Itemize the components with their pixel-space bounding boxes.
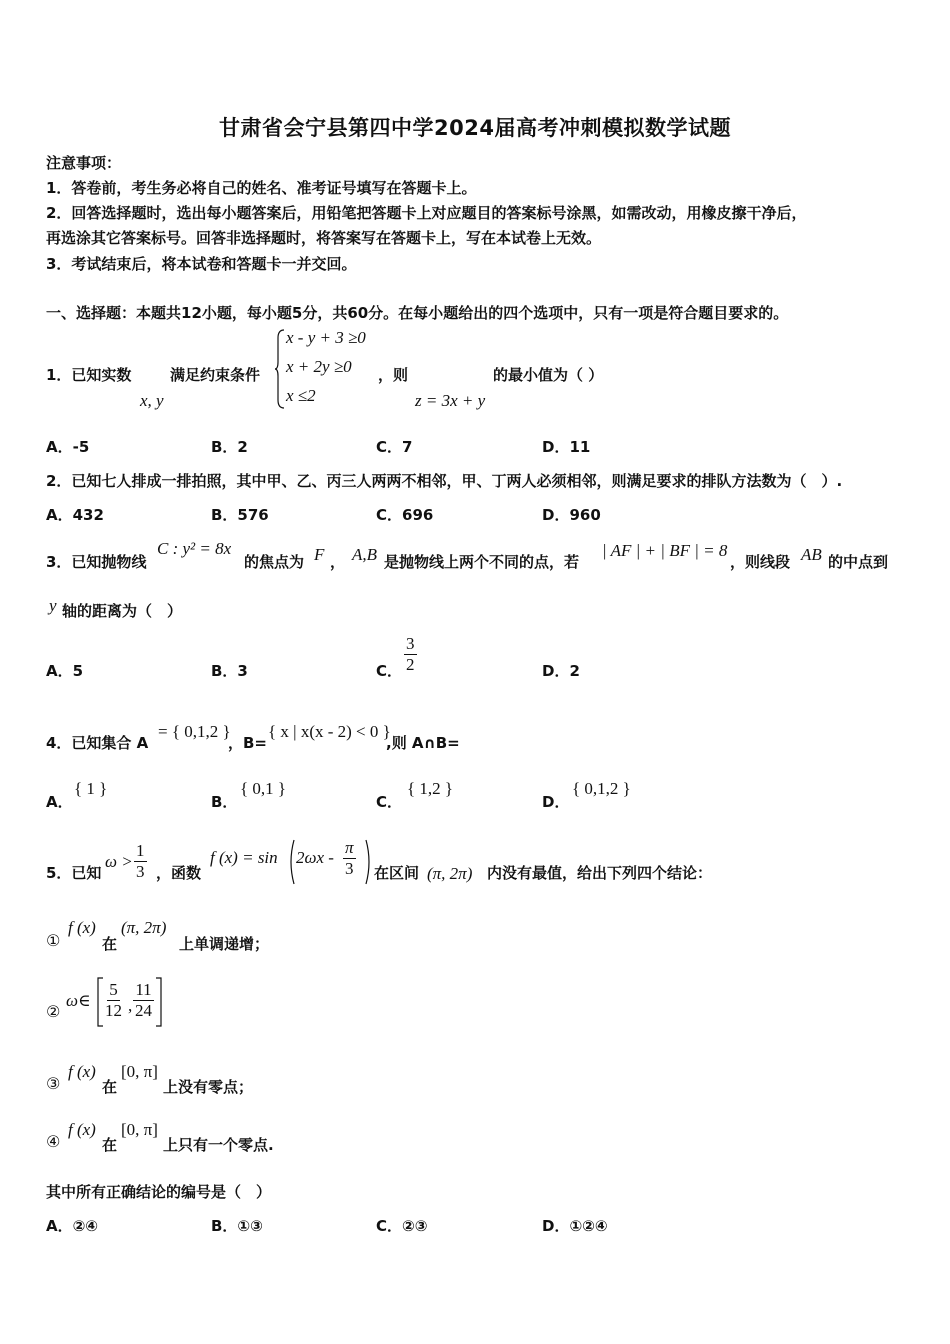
q3-condition: | AF | + | BF | = 8 <box>602 541 728 560</box>
q5-interval-label: 在区间 <box>374 864 420 882</box>
q5-option-c[interactable]: C．②③ <box>376 1217 428 1235</box>
statement-2-omega: ω∈ <box>66 991 91 1010</box>
q5-numerator: 1 <box>136 841 145 860</box>
q5-right-paren <box>364 838 374 886</box>
q5-function: f (x) = sin <box>210 848 278 867</box>
page-title: 甘肃省会宁县第四中学2024届高考冲刺模拟数学试题 <box>219 116 731 140</box>
note-item: 2．回答选择题时，选出每小题答案后，用铅笔把答题卡上对应题目的答案标号涂黑，如需改动，用橡皮擦干净后， <box>46 204 807 222</box>
statement-3-interval: [0, π] <box>121 1062 158 1081</box>
statement-2-right-bracket <box>155 976 163 1028</box>
q5-option-a[interactable]: A．②④ <box>46 1217 99 1235</box>
q1-then: ，则 <box>378 366 409 384</box>
q2-option-c[interactable]: C．696 <box>376 506 434 524</box>
q5-omega: ω > <box>105 852 133 871</box>
statement-2-fraction-2 <box>133 980 154 1021</box>
q3-focus: F <box>314 545 325 564</box>
section-heading: 一、选择题：本题共12小题，每小题5分，共60分。在每小题给出的四个选项中，只有一项是符合题目要求的。 <box>46 304 789 322</box>
statement-2-comma: , <box>128 996 133 1015</box>
q2-option-b[interactable]: B．576 <box>211 506 269 524</box>
statement-2-mark: ② <box>46 1002 61 1021</box>
statement-3-mark: ③ <box>46 1074 61 1093</box>
q3-option-c-fraction <box>404 634 417 675</box>
q3-midpoint: 的中点到 <box>828 553 889 571</box>
statement-3-text: 上没有零点； <box>163 1078 254 1096</box>
q1-constraint-2: x + 2y ≥0 <box>286 357 352 376</box>
q5-denominator: 3 <box>136 862 145 881</box>
q1-option-d[interactable]: D．11 <box>542 438 591 456</box>
q5-interval: (π, 2π) <box>427 864 473 883</box>
q1-constraint-3: x ≤2 <box>286 386 316 405</box>
note-item: 1．答卷前，考生务必将自己的姓名、准考证号填写在答题卡上。 <box>46 179 477 197</box>
q3-option-b[interactable]: B．3 <box>211 662 248 680</box>
q3-points: A,B <box>352 545 378 564</box>
q4-lead: 4．已知集合 A <box>46 734 149 752</box>
q1-objective: z = 3x + y <box>415 391 486 410</box>
q4-option-a[interactable]: A． <box>46 793 73 811</box>
q3-focus-label: 的焦点为 <box>244 553 305 571</box>
q1-vars: x, y <box>140 391 164 410</box>
q1-constraint-label: 满足约束条件 <box>170 366 261 384</box>
statement-3-func: f (x) <box>68 1062 96 1081</box>
q5-option-b[interactable]: B．①③ <box>211 1217 263 1235</box>
statement-4-mark: ④ <box>46 1132 61 1151</box>
q1-option-c[interactable]: C．7 <box>376 438 413 456</box>
statement-1-func: f (x) <box>68 918 96 937</box>
q4-option-d[interactable]: D． <box>542 793 570 811</box>
statement-1-text: 上单调递增； <box>179 935 270 953</box>
statement-2-den-2: 24 <box>135 1001 152 1020</box>
q5-lead: 5．已知 <box>46 864 102 882</box>
note-item: 再选涂其它答案标号。回答非选择题时，将答案写在答题卡上，写在本试卷上无效。 <box>46 229 602 247</box>
q4-ask: ,则 A∩B= <box>386 734 460 752</box>
note-item: 3．考试结束后，将本试卷和答题卡一并交回。 <box>46 255 357 273</box>
statement-2-num-1: 5 <box>109 980 118 999</box>
statement-3-in: 在 <box>102 1078 118 1096</box>
statement-1-in: 在 <box>102 935 118 953</box>
q3-option-c-numerator: 3 <box>406 634 415 653</box>
q3-option-c[interactable] <box>376 660 402 681</box>
q1-brace <box>274 328 286 410</box>
statement-4-func: f (x) <box>68 1120 96 1139</box>
statement-2-num-2: 11 <box>135 980 152 999</box>
q3-comma: ， <box>330 553 346 571</box>
q4-option-c[interactable]: C． <box>376 793 403 811</box>
q3-parabola: C : y² = 8x <box>157 539 232 558</box>
q3-lead: 3．已知抛物线 <box>46 553 147 571</box>
q5-three: 3 <box>345 859 354 878</box>
notes-heading: 注意事项： <box>46 154 122 172</box>
q5-pi-third <box>343 838 356 879</box>
statement-4-interval: [0, π] <box>121 1120 158 1139</box>
q2-text: 2．已知七人排成一排拍照，其中甲、乙、丙三人两两不相邻，甲、丁两人必须相邻，则满足要求的排队方法数为（ ）. <box>46 472 843 490</box>
statement-1-mark: ① <box>46 931 61 950</box>
q5-intro: 内没有最值，给出下列四个结论： <box>487 864 713 882</box>
statement-2-den-1: 12 <box>105 1001 122 1020</box>
q3-option-d[interactable]: D．2 <box>542 662 580 680</box>
q3-segment-label: ，则线段 <box>730 553 791 571</box>
statement-1-interval: (π, 2π) <box>121 918 167 937</box>
q5-left-paren <box>286 838 296 886</box>
q3-points-desc: 是抛物线上两个不同的点，若 <box>384 553 580 571</box>
q1-lead: 1．已知实数 <box>46 366 132 384</box>
statement-4-text: 上只有一个零点. <box>163 1136 274 1154</box>
q5-one-third <box>134 841 147 882</box>
q3-ask: 轴的距离为（ ） <box>62 602 183 620</box>
q4-option-a-set: { 1 } <box>74 779 108 798</box>
q2-option-a[interactable]: A．432 <box>46 506 104 524</box>
q4-set-a: = { 0,1,2 } <box>158 722 231 741</box>
statement-4-in: 在 <box>102 1136 118 1154</box>
q1-option-a[interactable]: A．-5 <box>46 438 90 456</box>
q2-option-d[interactable]: D．960 <box>542 506 601 524</box>
q5-pi: π <box>345 838 354 857</box>
q1-ask: 的最小值为（ ） <box>493 366 604 384</box>
q4-set-b: { x | x(x - 2) < 0 } <box>268 722 391 741</box>
q4-option-d-set: { 0,1,2 } <box>572 779 631 798</box>
q1-option-b[interactable]: B．2 <box>211 438 248 456</box>
q3-segment: AB <box>801 545 822 564</box>
q4-set-b-label: ，B= <box>228 734 268 752</box>
q3-option-c-label: C． <box>376 662 403 680</box>
q3-option-c-denominator: 2 <box>406 655 415 674</box>
statement-2-fraction-1 <box>103 980 124 1021</box>
q4-option-b-set: { 0,1 } <box>240 779 287 798</box>
q5-inner: 2ωx - <box>296 848 334 867</box>
q4-option-b[interactable]: B． <box>211 793 238 811</box>
q4-option-c-set: { 1,2 } <box>407 779 454 798</box>
q5-option-d[interactable]: D．①②④ <box>542 1217 608 1235</box>
q5-function-label: ，函数 <box>156 864 202 882</box>
q5-ask: 其中所有正确结论的编号是（ ） <box>46 1183 272 1201</box>
q1-constraint-1: x - y + 3 ≥0 <box>286 328 366 347</box>
q3-option-a[interactable]: A．5 <box>46 662 84 680</box>
q3-axis: y <box>49 596 57 615</box>
